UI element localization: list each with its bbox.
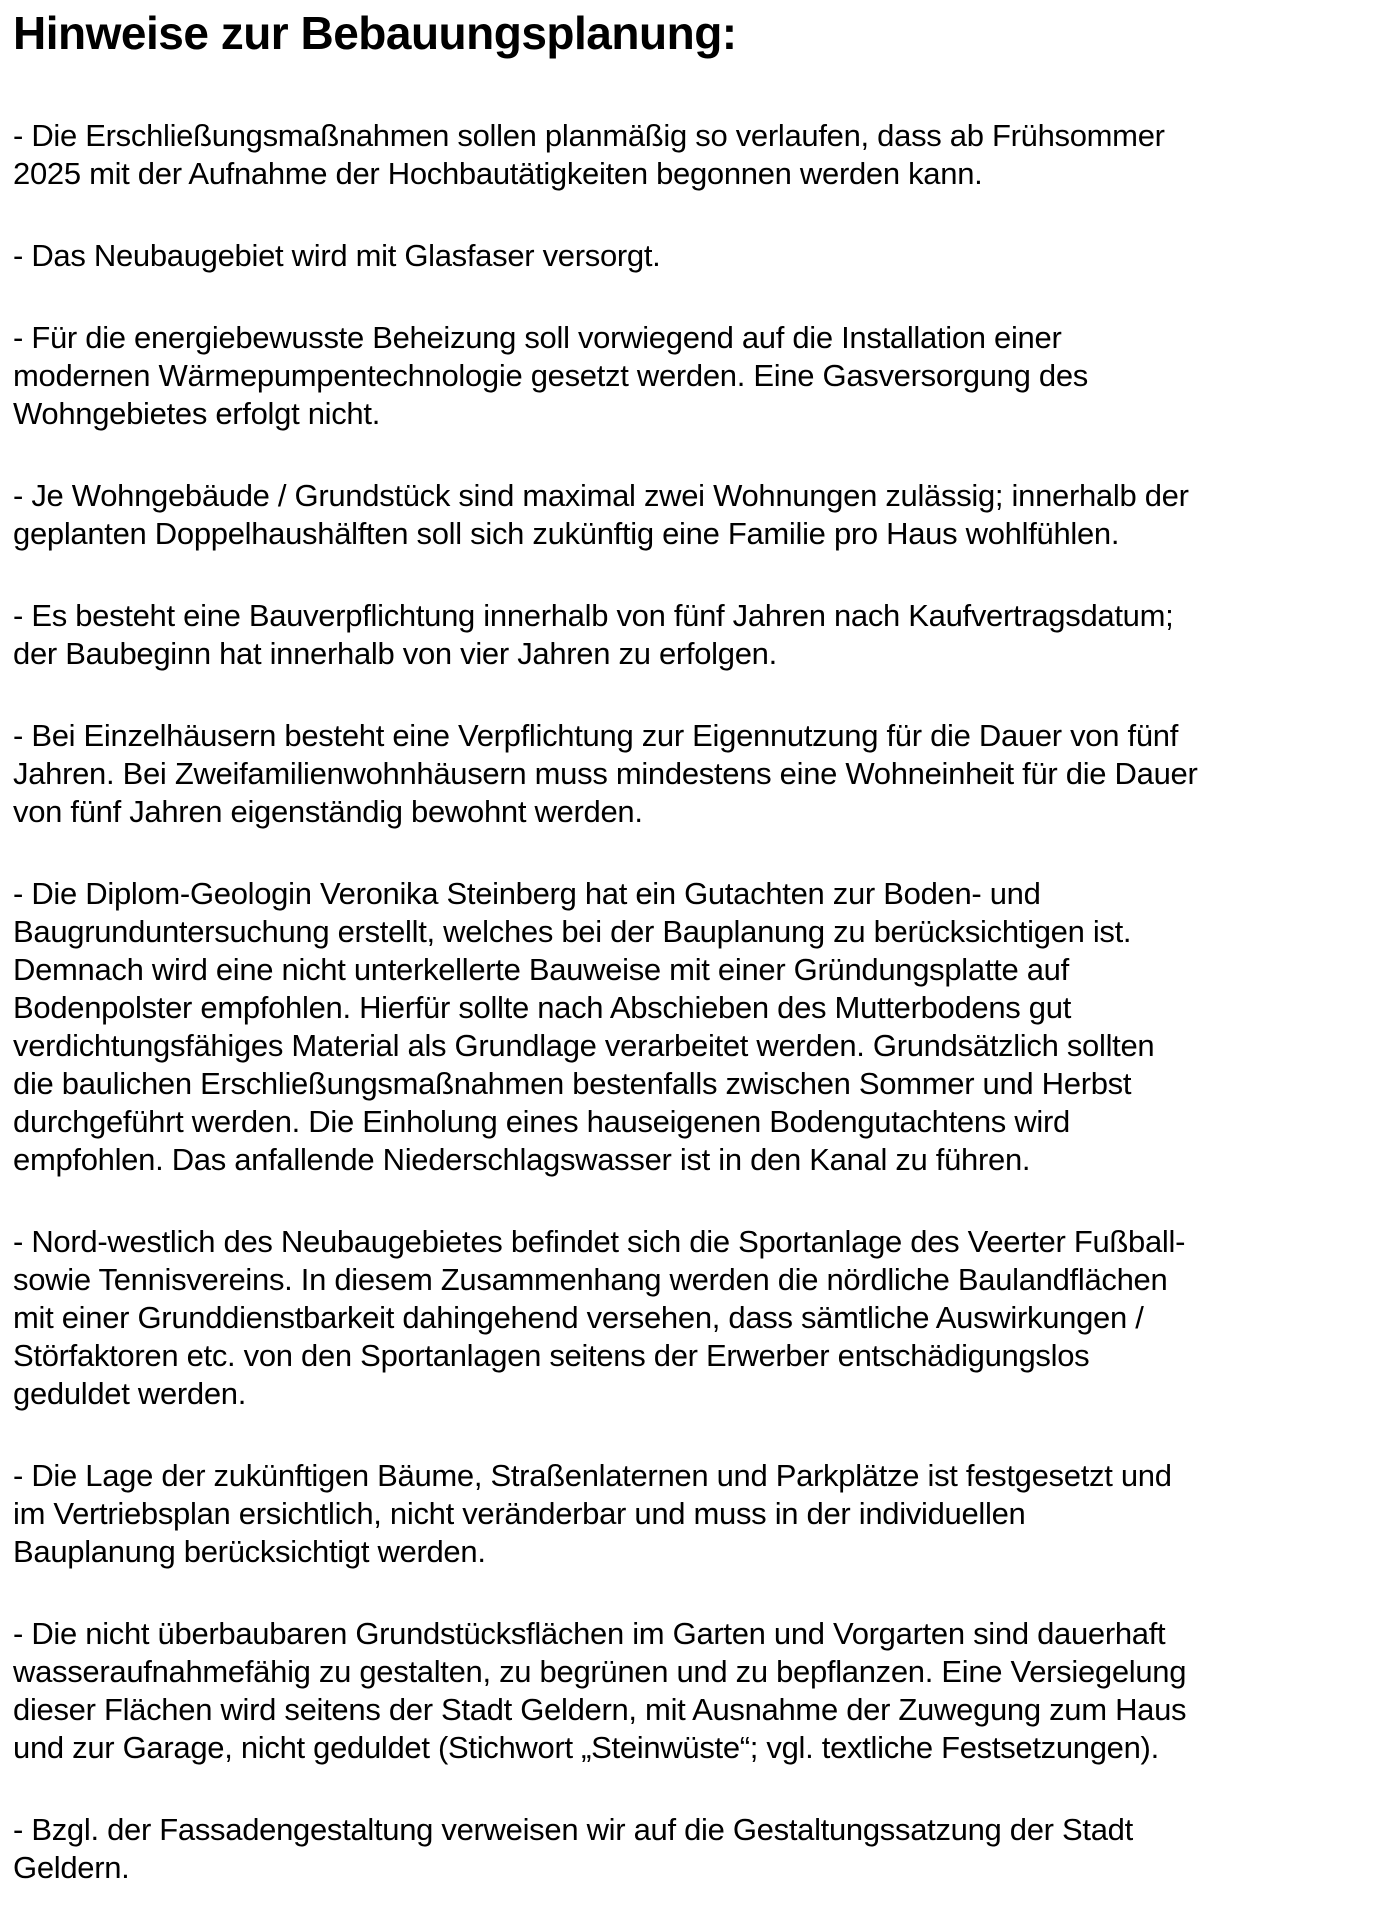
text-line: mit einer Grunddienstbarkeit dahingehend versehen, dass sämtliche Auswirkungen /: [13, 1300, 1144, 1336]
text-line: Demnach wird eine nicht unterkellerte Bauweise mit einer Gründungsplatte auf: [13, 952, 1069, 988]
text-line: Jahren. Bei Zweifamilienwohnhäusern muss mindestens eine Wohneinheit für die Dauer: [13, 756, 1198, 792]
text-line: sowie Tennisvereins. In diesem Zusammenhang werden die nördliche Baulandflächen: [13, 1262, 1168, 1298]
text-line: Störfaktoren etc. von den Sportanlagen seitens der Erwerber entschädigungslos: [13, 1338, 1090, 1374]
text-line: Geldern.: [13, 1850, 130, 1886]
text-line: - Bzgl. der Fassadengestaltung verweisen wir auf die Gestaltungssatzung der Stadt: [13, 1812, 1133, 1848]
text-line: von fünf Jahren eigenständig bewohnt werden.: [13, 794, 643, 830]
text-line: geplanten Doppelhaushälften soll sich zukünftig eine Familie pro Haus wohlfühlen.: [13, 516, 1120, 552]
paragraph: [13, 1457, 1381, 1571]
text-line: modernen Wärmepumpentechnologie gesetzt werden. Eine Gasversorgung des: [13, 358, 1088, 394]
text-line: und zur Garage, nicht geduldet (Stichwort „Steinwüste“; vgl. textliche Festsetzungen).: [13, 1730, 1159, 1766]
paragraph: [13, 117, 1381, 193]
text-line: wasseraufnahmefähig zu gestalten, zu begrünen und zu bepflanzen. Eine Versiegelung: [13, 1654, 1187, 1690]
text-line: - Nord-westlich des Neubaugebietes befindet sich die Sportanlage des Veerter Fußball-: [13, 1224, 1186, 1260]
text-line: dieser Flächen wird seitens der Stadt Geldern, mit Ausnahme der Zuwegung zum Haus: [13, 1692, 1187, 1728]
text-line: im Vertriebsplan ersichtlich, nicht veränderbar und muss in der individuellen: [13, 1496, 1026, 1532]
paragraph: [13, 1223, 1381, 1413]
text-line: durchgeführt werden. Die Einholung eines hauseigenen Bodengutachtens wird: [13, 1104, 1070, 1140]
text-line: empfohlen. Das anfallende Niederschlagswasser ist in den Kanal zu führen.: [13, 1142, 1031, 1178]
text-line: - Für die energiebewusste Beheizung soll vorwiegend auf die Installation einer: [13, 320, 1062, 356]
text-line: die baulichen Erschließungsmaßnahmen bestenfalls zwischen Sommer und Herbst: [13, 1066, 1132, 1102]
paragraph: [13, 875, 1381, 1179]
paragraphs-container: [13, 117, 1381, 1887]
text-line: - Die Erschließungsmaßnahmen sollen planmäßig so verlaufen, dass ab Frühsommer: [13, 118, 1165, 154]
text-line: - Die Lage der zukünftigen Bäume, Straßenlaternen und Parkplätze ist festgesetzt und: [13, 1458, 1172, 1494]
text-line: - Die Diplom-Geologin Veronika Steinberg hat ein Gutachten zur Boden- und: [13, 876, 1041, 912]
paragraph: [13, 237, 1381, 275]
paragraph: [13, 319, 1381, 433]
paragraph: [13, 597, 1381, 673]
text-line: - Bei Einzelhäusern besteht eine Verpflichtung zur Eigennutzung für die Dauer von fünf: [13, 718, 1179, 754]
text-line: der Baubeginn hat innerhalb von vier Jahren zu erfolgen.: [13, 636, 777, 672]
text-line: - Je Wohngebäude / Grundstück sind maximal zwei Wohnungen zulässig; innerhalb der: [13, 478, 1189, 514]
paragraph: [13, 1615, 1381, 1767]
document-title: Hinweise zur Bebauungsplanung:: [13, 7, 737, 59]
text-line: 2025 mit der Aufnahme der Hochbautätigkeiten begonnen werden kann.: [13, 156, 983, 192]
paragraph: [13, 1811, 1381, 1887]
text-line: - Das Neubaugebiet wird mit Glasfaser versorgt.: [13, 238, 661, 274]
text-line: Bodenpolster empfohlen. Hierfür sollte nach Abschieben des Mutterbodens gut: [13, 990, 1072, 1026]
text-line: Bauplanung berücksichtigt werden.: [13, 1534, 486, 1570]
text-line: verdichtungsfähiges Material als Grundlage verarbeitet werden. Grundsätzlich sollten: [13, 1028, 1155, 1064]
text-line: - Es besteht eine Bauverpflichtung innerhalb von fünf Jahren nach Kaufvertragsdatum;: [13, 598, 1174, 634]
text-line: - Die nicht überbaubaren Grundstücksflächen im Garten und Vorgarten sind dauerhaft: [13, 1616, 1166, 1652]
paragraph: [13, 717, 1381, 831]
text-line: Wohngebietes erfolgt nicht.: [13, 396, 381, 432]
text-line: Baugrunduntersuchung erstellt, welches bei der Bauplanung zu berücksichtigen ist.: [13, 914, 1132, 950]
paragraph: [13, 477, 1381, 553]
text-line: geduldet werden.: [13, 1376, 247, 1412]
